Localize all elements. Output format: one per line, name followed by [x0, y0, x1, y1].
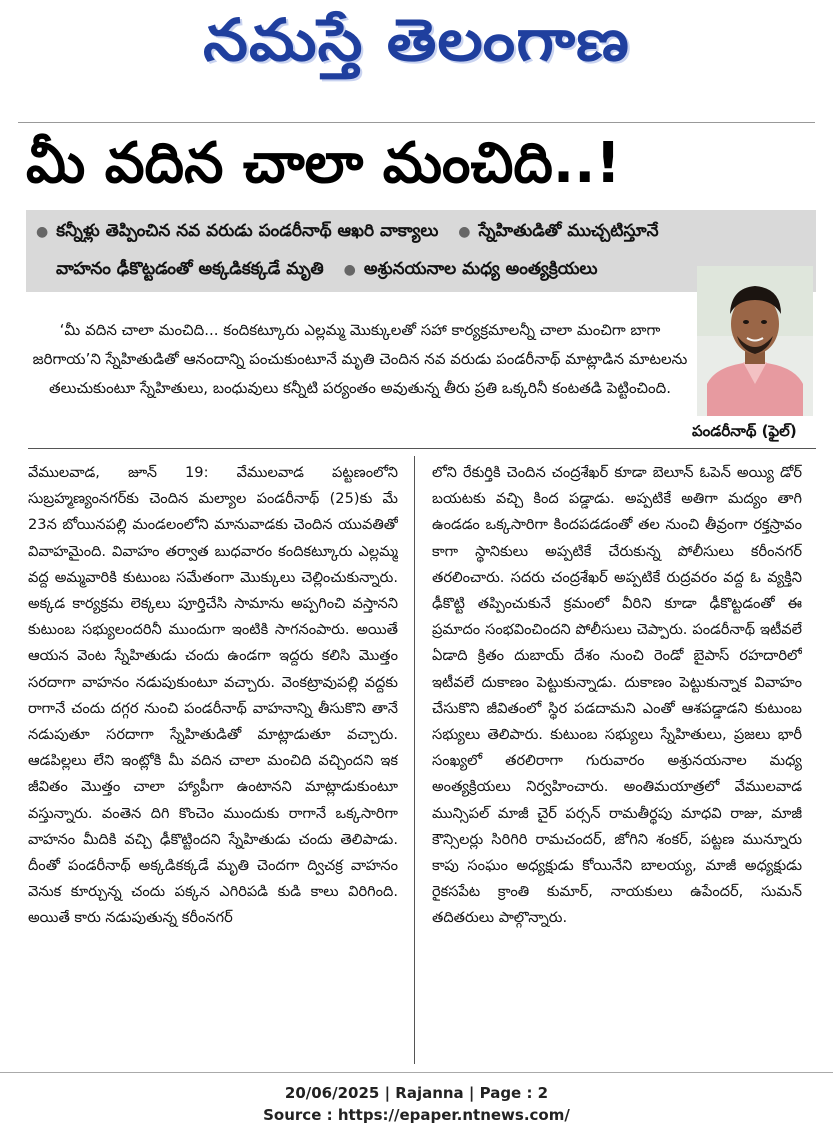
article-column-left [28, 460, 398, 1065]
bullet-icon: ● [458, 224, 471, 240]
footer-divider [0, 1072, 833, 1073]
deck-point-2: స్నేహితుడితో ముచ్చటిస్తూనే [478, 221, 659, 241]
portrait-image [697, 266, 813, 416]
deck-point-1: కన్నీళ్లు తెప్పించిన నవ వరుడు పండరీనాథ్ ఆఖరి వాక్యాలు [56, 221, 439, 241]
deck-line-1 [36, 216, 806, 247]
photo-caption: పండరీనాథ్ (ఫైల్) [692, 422, 797, 440]
article-text-right: లోని రేకుర్తికి చెందిన చంద్రశేఖర్ కూడా బెలూన్ ఓపెన్ అయ్యి డోర్ బయటకు వచ్చి కింద పడ్డాడు. అప్పటికే అతిగా మద్యం తాగి ఉండడం ఒక్కసారిగా కిందపడడంతో తల నుంచి తీవ్రంగా రక్తస్రావం కాగా స్థానికులు అప్పటికే చేరుకున్న పోలీసులు కరీంనగర్ తరలించారు. సదరు చంద్రశేఖర్ అప్పటికే రుద్రవరం వద్ద ఓ వ్యక్తిని ఢీకొట్టి తప్పించుకునే క్రమంలో వీరిని కూడా ఢీకొట్టడంతో ఈ ప్రమాదం సంభవించిందని పోలీసులు చెప్పారు. పండరీనాథ్ ఇటీవలే ఏడాది క్రితం దుబాయ్ దేశం నుంచి రెండో బైపాస్ రహదారిలో ఇటీవలే దుకాణం పెట్టుకున్నాడు. దుకాణం పెట్టుకున్నాక వివాహం చేసుకొని జీవితంలో స్థిర పడదామని ఎంతో ఆశపడ్డాడని కుటుంబ సభ్యులు తెలిపారు. కుటుంబ సభ్యులు స్నేహితులు, ప్రజలు భారీ సంఖ్యలో తరలిరాగా గురువారం అశ్రునయనాల మధ్య అంత్యక్రియలు నిర్వహించారు. అంతిమయాత్రలో వేములవాడ మున్సిపల్ మాజీ చైర్ పర్సన్ రామతీర్థపు మాధవి రాజు, మాజీ కౌన్సిలర్లు సిరిగిరి రామచందర్, జోగిని శంకర్, పట్టణ మున్నూరు కాపు సంఘం అధ్యక్షుడు కోయినేని బాలయ్య, మాజీ అధ్యక్షుడు రైకసపేట క్రాంతి కుమార్, నాయకులు ఉపేందర్, సుమన్ తదితరులు పాల్గొన్నారు. [432, 464, 802, 927]
bullet-icon: ● [36, 224, 49, 240]
article-text-left: వేములవాడ, జూన్ 19: వేములవాడ పట్టణంలోని సుబ్రహ్మణ్యంనగర్‌కు చెందిన మల్యాల పండరీనాథ్ (25)కు మే 23న బోయినపల్లి మండలంలోని మానువాడకు చెందిన యువతితో వివాహమైంది. వివాహం తర్వాత బుధవారం కందికట్కూరు ఎల్లమ్మ వద్ద అమ్మవారికి కుటుంబ సమేతంగా మొక్కులు చెల్లించుకున్నారు. అక్కడ కార్యక్రమ లెక్కలు పూర్తిచేసి సామాను అప్పగించి వస్తానని కుటుంబ సభ్యులందరినీ ముందుగా ఇంటికి సాగనంపారు. అయితే ఆయన వెంట స్నేహితుడు చందు ఉండగా ఇద్దరు కలిసి మొత్తం సరదాగా వాహనం నడుపుకుంటూ వచ్చారు. వెంకట్రావుపల్లి వద్దకు రాగానే చందు దగ్గర నుంచి పండరీనాథ్ వాహనాన్ని తీసుకొని తానే నడుపుతూ సరదాగా స్నేహితుడితో మాట్లాడుతూ వచ్చారు. ఆడపిల్లలు లేని ఇంట్లోకి మీ వదిన చాలా మంచిది వచ్చిందని ఇక జీవితం మొత్తం చాలా హ్యాపీగా ఉంటానని మాట్లాడుకుంటూ వస్తున్నారు. వంతెన దిగి కొంచెం ముందుకు రాగానే ఒక్కసారిగా వాహనం మీదికి వచ్చి ఢీకొట్టిందని స్నేహితుడు చందు తెలిపాడు. దీంతో పండరీనాథ్ అక్కడికక్కడే మృతి చెందగా ద్విచక్ర వాహనం వెనుక కూర్చున్న చందు పక్కన ఎగిరిపడి కుడి కాలు విరిగింది. అయితే కారు నడుపుతున్న కరీంనగర్ [28, 464, 398, 927]
headline: మీ వదిన చాలా మంచిది..! [26, 131, 621, 196]
section-divider [28, 448, 816, 449]
headline-box [18, 122, 815, 205]
deck-point-3: అశ్రునయనాల మధ్య అంత్యక్రియలు [363, 259, 598, 279]
footer-date-line: 20/06/2025 | Rajanna | Page : 2 [284, 1084, 549, 1102]
masthead [0, 0, 833, 100]
intro-text: ‘మీ వదిన చాలా మంచిది... కందికట్కూరు ఎల్లమ్మ మొక్కులతో సహా కార్యక్రమాలన్నీ చాలా మంచిగా బాగా జరిగాయ’ని స్నేహితుడితో ఆనందాన్ని పంచుకుంటూనే మృతి చెందిన నవ వరుడు పండరీనాథ్ మాట్లాడిన మాటలను తలుచుకుంటూ స్నేహితులు, బంధువులు కన్నీటి పర్యంతం అవుతున్న తీరు ప్రతి ఒక్కరినీ కంటతడి పెట్టించింది. [32, 321, 688, 397]
newspaper-logo-title: నమస్తే తెలంగాణ [203, 6, 630, 74]
portrait-photo [697, 266, 813, 416]
column-divider [414, 456, 415, 1064]
intro-paragraph [30, 316, 690, 403]
deck-point-2-continued: వాహనం ఢీకొట్టడంతో అక్కడికక్కడే మృతి [56, 259, 324, 279]
article-column-right [432, 460, 802, 1065]
footer-source-line[interactable]: Source : https://epaper.ntnews.com/ [263, 1106, 570, 1124]
bullet-icon: ● [343, 262, 356, 278]
